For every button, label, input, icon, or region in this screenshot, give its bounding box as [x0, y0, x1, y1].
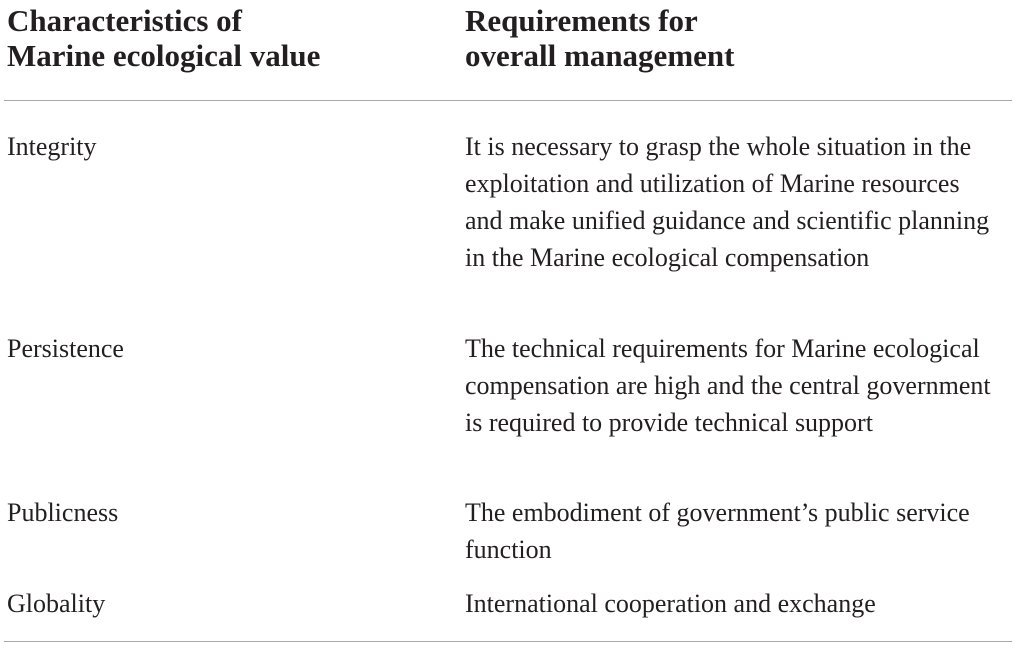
header-divider — [4, 100, 1012, 101]
table-header — [0, 0, 1017, 100]
header-requirements: Requirements for overall management — [465, 3, 735, 73]
characteristic-cell: Persistence — [7, 334, 124, 363]
requirement-cell: The embodiment of government’s public service function — [465, 498, 970, 564]
header-characteristics: Characteristics of Marine ecological value — [7, 3, 321, 73]
table-bottom-rule — [4, 641, 1012, 642]
requirement-cell: International cooperation and exchange — [465, 589, 876, 618]
characteristic-cell: Integrity — [7, 132, 97, 161]
requirement-cell: It is necessary to grasp the whole situation in the exploitation and utilization of Marine resources and make unified guidance and scientific planning in the Marine ecological compensation — [465, 132, 990, 272]
characteristic-cell: Publicness — [7, 498, 119, 527]
requirement-cell: The technical requirements for Marine ecological compensation are high and the central government is required to provide technical support — [465, 334, 991, 437]
characteristic-cell: Globality — [7, 589, 106, 618]
